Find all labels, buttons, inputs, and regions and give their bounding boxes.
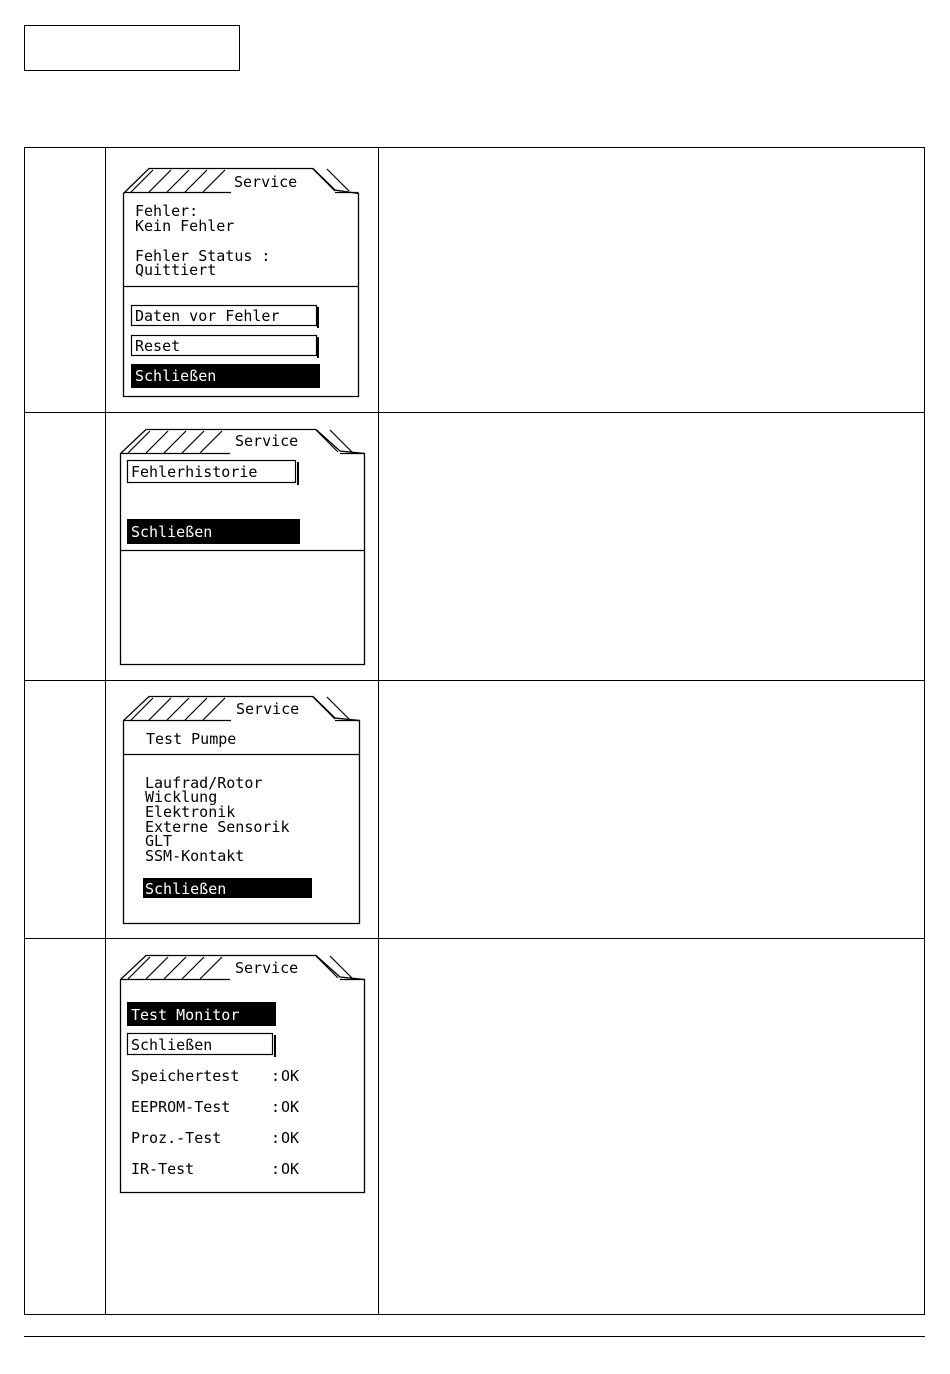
fehler-label: Fehler: — [135, 202, 199, 220]
step-cell — [25, 681, 106, 938]
description-cell — [379, 681, 924, 938]
svg-text::: : — [271, 1067, 281, 1085]
description-cell — [379, 939, 924, 1314]
screen-cell — [106, 413, 379, 680]
fehlerhistorie-button[interactable] — [128, 461, 299, 486]
test-label-ir: IR-Test — [131, 1160, 195, 1178]
svg-text:Schließen: Schließen — [131, 1036, 213, 1054]
status-label: Fehler Status : — [135, 247, 271, 265]
fehler-value: Kein Fehler — [135, 217, 235, 235]
test-monitor-button[interactable] — [127, 1002, 276, 1026]
schliessen-button[interactable] — [128, 1034, 276, 1058]
service-table — [24, 147, 925, 1315]
svg-text::: : — [271, 1160, 281, 1178]
svg-text::: : — [271, 1098, 281, 1116]
svg-text:Schließen: Schließen — [135, 367, 217, 385]
test-item-elektronik[interactable]: Elektronik — [145, 803, 236, 821]
status-value: Quittiert — [135, 261, 217, 279]
reset-button[interactable] — [132, 336, 319, 359]
header-box — [24, 25, 240, 71]
test-label-proz: Proz.-Test — [131, 1129, 222, 1147]
table-row — [25, 681, 924, 939]
lcd-pumpe-screen — [123, 696, 363, 926]
service-tab-label: Service — [235, 432, 299, 450]
svg-text:Fehlerhistorie: Fehlerhistorie — [131, 463, 258, 481]
test-result: OK — [281, 1129, 300, 1147]
screen-cell — [106, 939, 379, 1314]
table-row — [25, 148, 924, 413]
footer-rule — [24, 1336, 925, 1337]
svg-text:Reset: Reset — [135, 337, 181, 355]
lcd-historie-screen — [120, 429, 368, 669]
schliessen-button[interactable] — [127, 519, 300, 544]
step-cell — [25, 148, 106, 412]
test-label-eeprom: EEPROM-Test — [131, 1098, 231, 1116]
test-result: OK — [281, 1098, 300, 1116]
table-row — [25, 413, 924, 681]
test-item-ssm-kontakt[interactable]: SSM-Kontakt — [145, 847, 245, 865]
svg-text:Test Monitor: Test Monitor — [131, 1006, 240, 1024]
lcd-fehler-screen — [123, 168, 363, 400]
service-tab-label: Service — [236, 700, 300, 718]
test-result-row — [131, 1098, 299, 1116]
test-item-glt[interactable]: GLT — [145, 832, 173, 850]
svg-text::: : — [271, 1129, 281, 1147]
screen-cell — [106, 148, 379, 412]
lcd-monitor-screen — [120, 955, 368, 1195]
schliessen-button[interactable] — [143, 878, 312, 898]
screen-title: Test Pumpe — [146, 730, 237, 748]
step-cell — [25, 413, 106, 680]
description-cell — [379, 148, 924, 412]
table-row — [25, 939, 924, 1314]
test-result: OK — [281, 1160, 300, 1178]
daten-vor-fehler-button[interactable] — [132, 306, 319, 329]
service-tab-label: Service — [234, 173, 298, 191]
step-cell — [25, 939, 106, 1314]
test-result-row — [131, 1129, 299, 1147]
test-label-speichertest: Speichertest — [131, 1067, 240, 1085]
schliessen-button[interactable] — [131, 364, 320, 388]
test-item-laufrad[interactable]: Laufrad/Rotor — [145, 774, 263, 792]
svg-text:Schließen: Schließen — [145, 880, 227, 898]
test-item-wicklung[interactable]: Wicklung — [145, 788, 218, 806]
test-result-row — [131, 1067, 299, 1085]
svg-text:Daten vor Fehler: Daten vor Fehler — [135, 307, 280, 325]
test-item-externe-sensorik[interactable]: Externe Sensorik — [145, 818, 290, 836]
service-tab-label: Service — [235, 959, 299, 977]
description-cell — [379, 413, 924, 680]
svg-text:Schließen: Schließen — [131, 523, 213, 541]
test-result: OK — [281, 1067, 300, 1085]
screen-cell — [106, 681, 379, 938]
